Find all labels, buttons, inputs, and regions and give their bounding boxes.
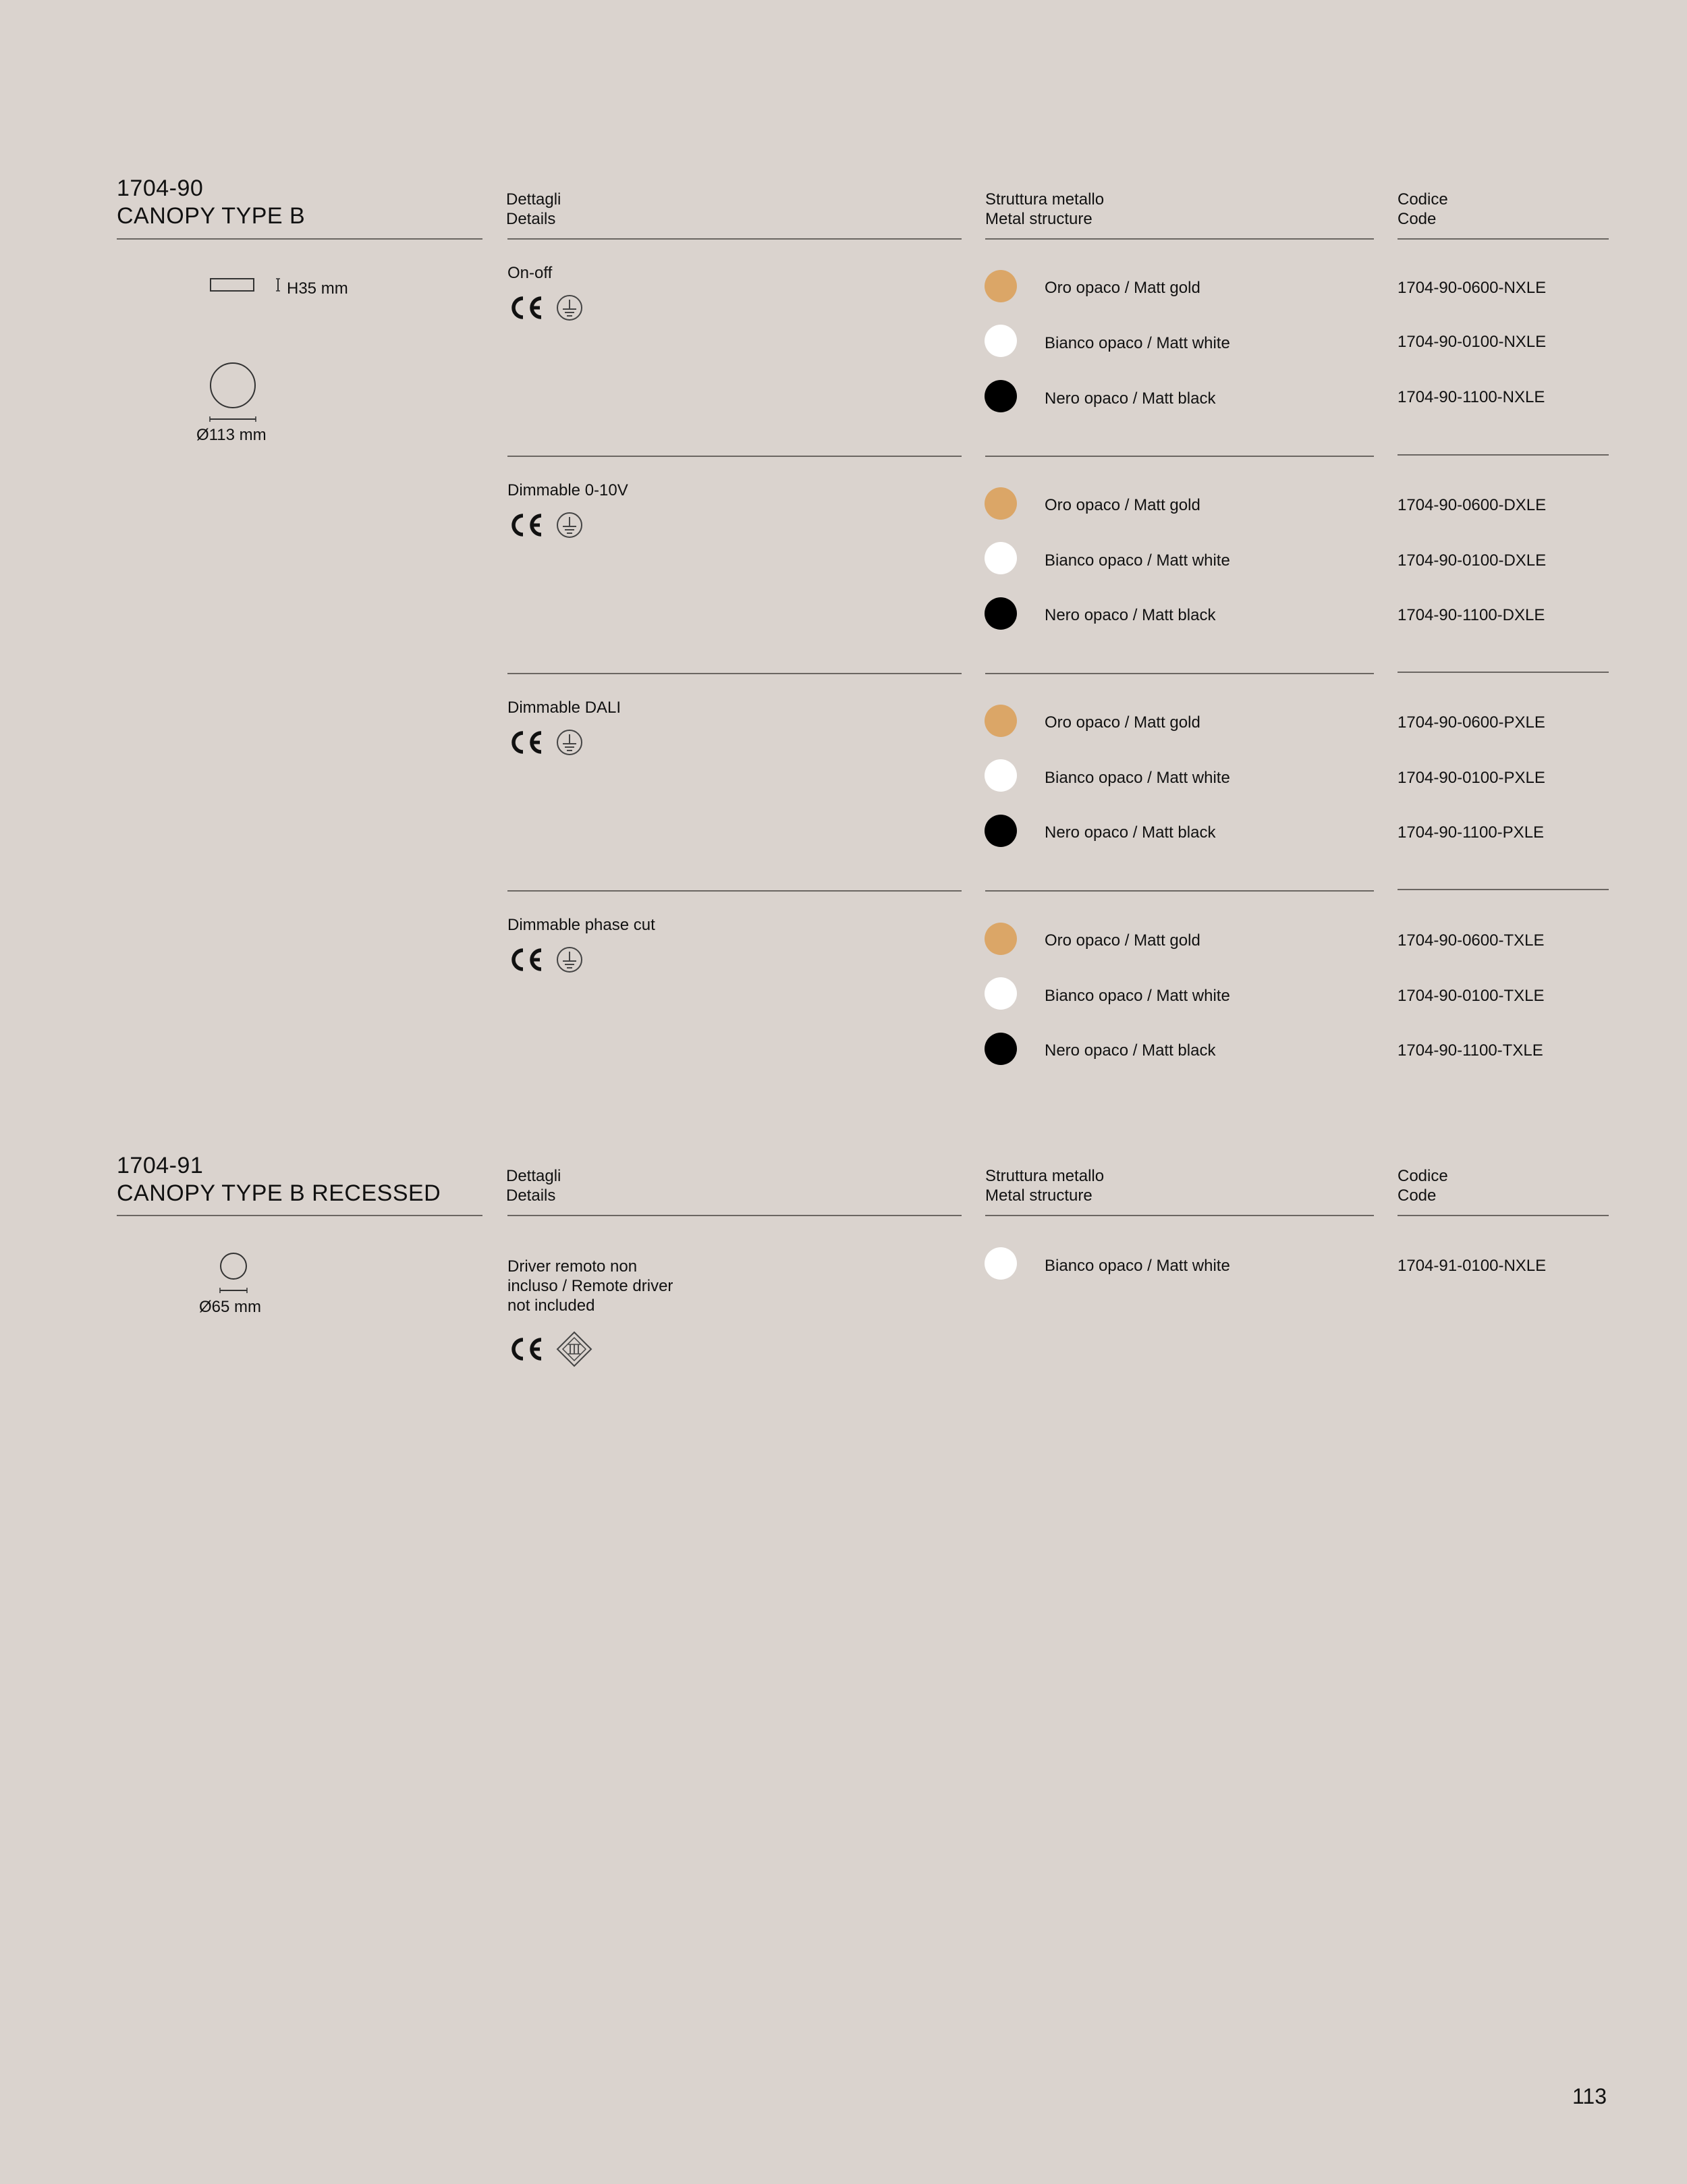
diameter-label: Ø65 mm — [199, 1298, 262, 1316]
finish-label: Oro opaco / Matt gold — [1045, 713, 1200, 732]
page-number: 113 — [1572, 2084, 1607, 2108]
section1-col-structure-en: Metal structure — [985, 210, 1093, 228]
product-code: 1704-91-0100-NXLE — [1398, 1257, 1547, 1275]
product-code: 1704-90-0100-PXLE — [1398, 769, 1545, 787]
group-divider — [1398, 672, 1609, 673]
product-code: 1704-90-1100-PXLE — [1398, 823, 1545, 842]
finish-label: Oro opaco / Matt gold — [1045, 931, 1200, 950]
earth-ground-icon — [556, 946, 583, 973]
product-code: 1704-90-0600-TXLE — [1398, 931, 1545, 950]
ce-mark-icon — [506, 946, 544, 973]
swatch-white — [985, 325, 1017, 357]
swatch-black — [985, 380, 1017, 412]
swatch-white — [985, 1247, 1017, 1280]
detail-dimmable-phase-cut: Dimmable phase cut — [507, 916, 655, 934]
group-divider — [507, 673, 962, 674]
group-divider — [507, 890, 962, 892]
finish-label: Nero opaco / Matt black — [1045, 1041, 1216, 1060]
section1-col-structure-it: Struttura metallo — [985, 190, 1105, 209]
section2-rule-details — [507, 1215, 962, 1216]
section2-col-code-en: Code — [1398, 1186, 1437, 1205]
earth-ground-icon — [556, 512, 583, 539]
swatch-white — [985, 542, 1017, 574]
section2-rule-structure — [985, 1215, 1374, 1216]
section2-col-details-en: Details — [506, 1186, 556, 1205]
detail-dimmable-0-10v: Dimmable 0-10V — [507, 481, 628, 499]
ce-mark-icon — [506, 512, 544, 539]
section1-code: 1704-90 — [117, 175, 204, 201]
height-label: H35 mm — [287, 279, 348, 298]
section2-rule-title — [117, 1215, 482, 1216]
product-code: 1704-90-0600-PXLE — [1398, 713, 1545, 732]
product-code: 1704-90-0100-TXLE — [1398, 987, 1545, 1005]
detail-dimmable-dali: Dimmable DALI — [507, 699, 621, 717]
detail-remote-driver-line1: Driver remoto non — [507, 1257, 638, 1276]
section1-rule-title — [117, 238, 482, 240]
group-divider — [1398, 454, 1609, 456]
section2-col-structure-en: Metal structure — [985, 1186, 1093, 1205]
swatch-white — [985, 759, 1017, 792]
swatch-black — [985, 815, 1017, 847]
section2-code: 1704-91 — [117, 1153, 204, 1178]
swatch-gold — [985, 270, 1017, 302]
section1-rule-structure — [985, 238, 1374, 240]
swatch-black — [985, 1033, 1017, 1065]
section1-rule-details — [507, 238, 962, 240]
section2-col-details-it: Dettagli — [506, 1167, 561, 1185]
section1-rule-code — [1398, 238, 1609, 240]
finish-label: Bianco opaco / Matt white — [1045, 551, 1230, 570]
section2-col-code-it: Codice — [1398, 1167, 1448, 1185]
finish-label: Nero opaco / Matt black — [1045, 389, 1216, 408]
ce-mark-icon — [506, 294, 544, 321]
product-code: 1704-90-0100-DXLE — [1398, 551, 1547, 570]
detail-remote-driver-line3: not included — [507, 1296, 595, 1315]
group-divider — [985, 456, 1374, 457]
diameter-label: Ø113 mm — [196, 426, 267, 444]
finish-label: Bianco opaco / Matt white — [1045, 1257, 1230, 1275]
product-code: 1704-90-1100-TXLE — [1398, 1041, 1543, 1060]
group-divider — [507, 456, 962, 457]
group-divider — [1398, 889, 1609, 890]
section1-title: CANOPY TYPE B — [117, 203, 306, 229]
finish-label: Nero opaco / Matt black — [1045, 606, 1216, 624]
section2-title: CANOPY TYPE B RECESSED — [117, 1180, 441, 1206]
swatch-gold — [985, 923, 1017, 955]
earth-ground-icon — [556, 294, 583, 321]
swatch-gold — [985, 705, 1017, 737]
section1-col-details-en: Details — [506, 210, 556, 228]
ce-mark-icon — [506, 1336, 544, 1363]
section1-col-code-it: Codice — [1398, 190, 1448, 209]
ce-mark-icon — [506, 729, 544, 756]
detail-on-off: On-off — [507, 264, 553, 282]
finish-label: Nero opaco / Matt black — [1045, 823, 1216, 842]
diameter-circle-icon — [206, 361, 260, 423]
product-code: 1704-90-1100-DXLE — [1398, 606, 1545, 624]
finish-label: Bianco opaco / Matt white — [1045, 334, 1230, 352]
earth-ground-icon — [556, 729, 583, 756]
section1-col-code-en: Code — [1398, 210, 1437, 228]
swatch-gold — [985, 487, 1017, 520]
product-code: 1704-90-0100-NXLE — [1398, 333, 1547, 351]
group-divider — [985, 673, 1374, 674]
finish-label: Oro opaco / Matt gold — [1045, 496, 1200, 514]
detail-remote-driver-line2: incluso / Remote driver — [507, 1277, 673, 1295]
section1-col-details-it: Dettagli — [506, 190, 561, 209]
diameter-circle-icon — [215, 1250, 252, 1294]
product-code: 1704-90-0600-NXLE — [1398, 279, 1547, 297]
finish-label: Bianco opaco / Matt white — [1045, 987, 1230, 1005]
class-iii-icon — [556, 1331, 592, 1367]
finish-label: Oro opaco / Matt gold — [1045, 279, 1200, 297]
height-profile-icon — [206, 273, 280, 300]
swatch-white — [985, 977, 1017, 1010]
product-code: 1704-90-0600-DXLE — [1398, 496, 1547, 514]
swatch-black — [985, 597, 1017, 630]
product-code: 1704-90-1100-NXLE — [1398, 388, 1545, 406]
section2-col-structure-it: Struttura metallo — [985, 1167, 1105, 1185]
finish-label: Bianco opaco / Matt white — [1045, 769, 1230, 787]
group-divider — [985, 890, 1374, 892]
section2-rule-code — [1398, 1215, 1609, 1216]
